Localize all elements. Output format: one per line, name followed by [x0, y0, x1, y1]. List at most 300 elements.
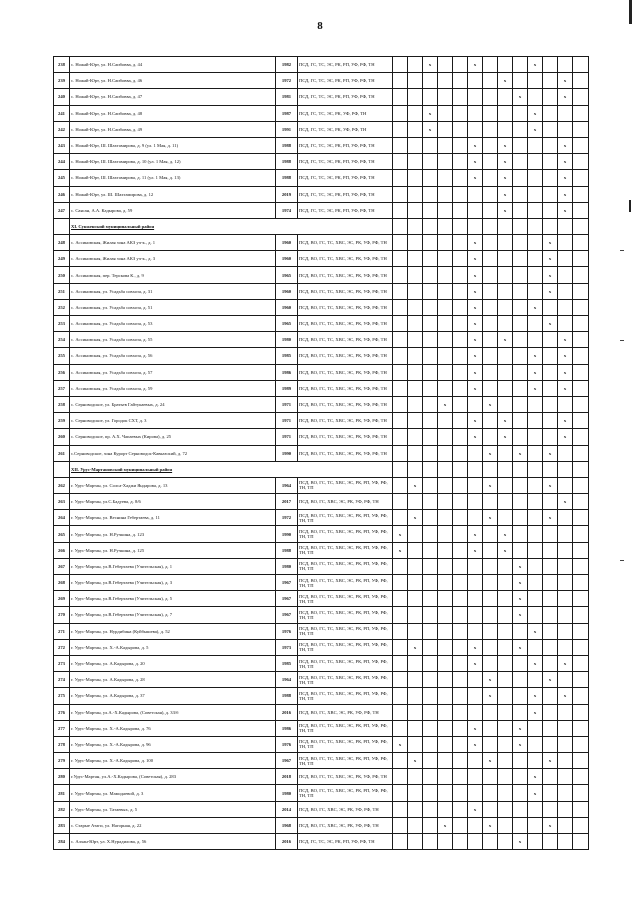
mark-cell [498, 461, 513, 477]
mark-cell [543, 170, 558, 186]
mark-x: x [543, 753, 558, 769]
mark-cell [528, 332, 543, 348]
mark-x: x [558, 380, 573, 396]
mark-x: x [543, 235, 558, 251]
mark-cell [453, 591, 468, 607]
address-cell: с. Серноводское, ул. Городок СХТ, д. 3 [70, 413, 276, 429]
mark-cell [483, 202, 498, 218]
mark-x: x [558, 348, 573, 364]
mark-cell [468, 218, 483, 234]
mark-cell [498, 57, 513, 73]
mark-cell [453, 380, 468, 396]
mark-cell [453, 575, 468, 591]
works-list-cell: ПСД, ВО, ГС, ТС, ХВС, ЭС, РК, РП, УФ, РФ, ТН, ТП [298, 639, 393, 655]
housing-register-table [53, 56, 589, 850]
mark-cell [483, 121, 498, 137]
mark-cell [468, 688, 483, 704]
mark-cell [438, 137, 453, 153]
mark-cell [573, 607, 589, 623]
mark-cell [423, 429, 438, 445]
address-cell: с. Ножай-Юрт, ул. Ш. Шахтамирова, д. 12 [70, 186, 276, 202]
mark-cell [438, 575, 453, 591]
mark-cell [408, 137, 423, 153]
works-list-cell: ПСД, ВО, ГС, ТС, ХВС, ЭС, РК, УФ, РФ, ТН [298, 364, 393, 380]
mark-x: x [513, 720, 528, 736]
mark-cell [528, 445, 543, 461]
mark-x: x [468, 526, 483, 542]
mark-cell [468, 121, 483, 137]
mark-cell [513, 299, 528, 315]
works-list-cell: ПСД, ВО, ГС, ТС, ХВС, ЭС, РК, УФ, РФ, ТН [298, 267, 393, 283]
mark-cell [408, 283, 423, 299]
mark-cell [483, 720, 498, 736]
mark-x: x [543, 316, 558, 332]
mark-cell [543, 461, 558, 477]
mark-x: x [498, 170, 513, 186]
mark-cell [423, 73, 438, 89]
mark-cell [408, 817, 423, 833]
mark-cell [543, 769, 558, 785]
table-row [54, 332, 589, 348]
mark-cell [468, 89, 483, 105]
row-number: 248 [54, 235, 70, 251]
works-list-cell: ПСД, ГС, ТС, ЭС, РК, РП, УФ, РФ, ТН [298, 170, 393, 186]
mark-cell [423, 785, 438, 801]
mark-x: x [558, 137, 573, 153]
mark-cell [558, 623, 573, 639]
mark-cell [543, 154, 558, 170]
mark-cell [543, 639, 558, 655]
mark-cell [573, 105, 589, 121]
mark-cell [513, 218, 528, 234]
mark-cell [438, 105, 453, 121]
mark-cell [528, 396, 543, 412]
mark-cell [513, 672, 528, 688]
year-cell: 1987 [276, 105, 298, 121]
mark-cell [423, 218, 438, 234]
row-number: 250 [54, 267, 70, 283]
table-row [54, 396, 589, 412]
mark-cell [393, 834, 408, 850]
mark-cell [528, 267, 543, 283]
mark-x: x [513, 607, 528, 623]
address-cell: с.Серноводское, зона Курорт Серноводск-Кавказский, д. 72 [70, 445, 276, 461]
mark-cell [423, 364, 438, 380]
year-cell: 2019 [276, 186, 298, 202]
mark-cell [528, 316, 543, 332]
table-row [54, 704, 589, 720]
works-list-cell: ПСД, ГС, ТС, ЭС, РК, РП, УФ, РФ, ТН [298, 154, 393, 170]
mark-x: x [528, 785, 543, 801]
year-cell: 1972 [276, 510, 298, 526]
mark-x: x [558, 413, 573, 429]
mark-cell [423, 202, 438, 218]
mark-cell [438, 834, 453, 850]
address-cell: г. Урус-Мартан, ул. Н.Ручкина, д. 123 [70, 526, 276, 542]
mark-x: x [543, 445, 558, 461]
table-row [54, 283, 589, 299]
mark-cell [513, 73, 528, 89]
mark-cell [528, 137, 543, 153]
year-cell: 1960 [276, 299, 298, 315]
mark-x: x [498, 186, 513, 202]
mark-cell [528, 235, 543, 251]
mark-x: x [498, 202, 513, 218]
mark-cell [468, 607, 483, 623]
mark-cell [573, 558, 589, 574]
year-cell: 1968 [276, 817, 298, 833]
address-cell: г. Урус-Мартан, ул. А.Кадырова, д. 28 [70, 672, 276, 688]
mark-cell [393, 801, 408, 817]
mark-cell [498, 801, 513, 817]
address-cell: г. Урус-Мартан, ул. Х.-А.Кадырова, д. 76 [70, 720, 276, 736]
mark-cell [573, 186, 589, 202]
mark-cell [453, 607, 468, 623]
row-number: 274 [54, 672, 70, 688]
mark-cell [483, 639, 498, 655]
mark-cell [438, 251, 453, 267]
mark-cell [408, 218, 423, 234]
mark-cell [528, 526, 543, 542]
address-cell: г. Урус-Мартан, ул. Х.-А.Кадырова, д. 5 [70, 639, 276, 655]
mark-cell [453, 817, 468, 833]
mark-cell [468, 753, 483, 769]
mark-cell [513, 105, 528, 121]
mark-x: x [528, 364, 543, 380]
mark-cell [483, 137, 498, 153]
address-cell: г. Урус-Мартан, ул. Солса-Хаджи Яндарова, д. 13 [70, 477, 276, 493]
mark-cell [573, 494, 589, 510]
mark-cell [453, 672, 468, 688]
mark-cell [483, 57, 498, 73]
mark-x: x [483, 477, 498, 493]
works-list-cell: ПСД, ГС, ТС, ЭС, РК, РП, УФ, РФ, ТН [298, 202, 393, 218]
mark-x: x [543, 267, 558, 283]
mark-cell [438, 655, 453, 671]
mark-x: x [468, 235, 483, 251]
row-number: 244 [54, 154, 70, 170]
mark-cell [453, 494, 468, 510]
row-number: 263 [54, 494, 70, 510]
row-number: 257 [54, 380, 70, 396]
mark-cell [393, 186, 408, 202]
works-list-cell: ПСД, ВО, ГС, ТС, ХВС, ЭС, РК, УФ, РФ, ТН [298, 251, 393, 267]
mark-cell [573, 445, 589, 461]
mark-cell [558, 235, 573, 251]
mark-x: x [498, 413, 513, 429]
year-cell: 2016 [276, 834, 298, 850]
mark-cell [513, 688, 528, 704]
mark-cell [453, 785, 468, 801]
mark-cell [498, 299, 513, 315]
mark-cell [543, 348, 558, 364]
mark-cell [573, 720, 589, 736]
mark-x: x [498, 429, 513, 445]
mark-cell [393, 477, 408, 493]
mark-cell [468, 591, 483, 607]
mark-cell [498, 316, 513, 332]
mark-cell [573, 704, 589, 720]
mark-cell [483, 801, 498, 817]
address-cell: с. Ассиновская, ул. Усадьба совхоза, д. 56 [70, 348, 276, 364]
mark-cell [453, 688, 468, 704]
works-list-cell: ПСД, ВО, ГС, ТС, ХВС, ЭС, РК, УФ, РФ, ТН [298, 380, 393, 396]
mark-cell [423, 154, 438, 170]
mark-cell [393, 348, 408, 364]
works-list-cell: ПСД, ВО, ГС, ТС, ХВС, ЭС, РК, РП, УФ, РФ, ТН, ТП [298, 785, 393, 801]
address-cell: г. Урус-Мартан, ул. Х.-А.Кадырова, д. 100 [70, 753, 276, 769]
mark-cell [393, 607, 408, 623]
year-cell: 1991 [276, 121, 298, 137]
mark-cell [483, 380, 498, 396]
row-number: 245 [54, 170, 70, 186]
mark-cell [393, 510, 408, 526]
mark-cell [453, 332, 468, 348]
mark-cell [573, 154, 589, 170]
works-list-cell: ПСД, ГС, ТС, ЭС, РК, РП, УФ, РФ, ТН [298, 186, 393, 202]
table-row [54, 57, 589, 73]
mark-x: x [393, 736, 408, 752]
mark-cell [513, 186, 528, 202]
mark-cell [408, 607, 423, 623]
year-cell: 2014 [276, 801, 298, 817]
mark-cell [483, 591, 498, 607]
row-number: 270 [54, 607, 70, 623]
mark-cell [573, 623, 589, 639]
mark-x: x [483, 396, 498, 412]
mark-x: x [513, 736, 528, 752]
mark-cell [558, 785, 573, 801]
mark-cell [423, 639, 438, 655]
mark-cell [558, 736, 573, 752]
mark-x: x [468, 801, 483, 817]
works-list-cell: ПСД, ВО, ГС, ТС, ХВС, ЭС, РК, УФ, РФ, ТН [298, 332, 393, 348]
year-cell: 2017 [276, 494, 298, 510]
mark-cell [438, 720, 453, 736]
mark-x: x [438, 396, 453, 412]
mark-cell [498, 283, 513, 299]
mark-cell [438, 73, 453, 89]
mark-cell [558, 218, 573, 234]
mark-cell [483, 73, 498, 89]
mark-cell [558, 607, 573, 623]
mark-x: x [438, 817, 453, 833]
address-cell: с. Ассиновская, ул. Усадьба совхоза, д. 53 [70, 316, 276, 332]
mark-cell [408, 364, 423, 380]
table-row [54, 494, 589, 510]
mark-cell [408, 461, 423, 477]
mark-x: x [558, 202, 573, 218]
row-number: 238 [54, 57, 70, 73]
year-cell: 1967 [276, 575, 298, 591]
mark-cell [498, 364, 513, 380]
mark-cell [393, 769, 408, 785]
address-cell: с. Ассиновская, Жилая зона АКЗ уч-к., д. 3 [70, 251, 276, 267]
row-number: 256 [54, 364, 70, 380]
mark-cell [558, 445, 573, 461]
mark-cell [408, 413, 423, 429]
mark-cell [483, 251, 498, 267]
address-cell: г. Урус-Мартан, ул. А.Кадырова, д. 37 [70, 688, 276, 704]
year-cell: 1980 [276, 785, 298, 801]
mark-cell [573, 769, 589, 785]
row-number: 268 [54, 575, 70, 591]
address-cell: с. Ножай-Юрт, ул. Н.Саибовва, д. 49 [70, 121, 276, 137]
mark-cell [408, 542, 423, 558]
mark-cell [543, 720, 558, 736]
mark-cell [423, 526, 438, 542]
mark-x: x [468, 137, 483, 153]
mark-cell [483, 186, 498, 202]
mark-cell [438, 202, 453, 218]
mark-cell [408, 121, 423, 137]
mark-cell [513, 380, 528, 396]
mark-x: x [498, 73, 513, 89]
mark-cell [543, 332, 558, 348]
mark-cell [528, 461, 543, 477]
mark-cell [528, 283, 543, 299]
works-list-cell: ПСД, ВО, ГС, ТС, ХВС, ЭС, РК, УФ, РФ, ТН [298, 299, 393, 315]
mark-cell [393, 89, 408, 105]
mark-cell [408, 429, 423, 445]
mark-cell [423, 477, 438, 493]
mark-cell [543, 364, 558, 380]
mark-cell [453, 218, 468, 234]
mark-x: x [528, 348, 543, 364]
mark-cell [498, 736, 513, 752]
year-cell: 1976 [276, 623, 298, 639]
mark-cell [498, 607, 513, 623]
address-cell: г. Урус-Мартан, ул. Х.-А.Кадырова, д. 96 [70, 736, 276, 752]
year-cell: 1960 [276, 235, 298, 251]
mark-cell [558, 283, 573, 299]
mark-cell [408, 785, 423, 801]
mark-cell [483, 736, 498, 752]
mark-cell [393, 672, 408, 688]
mark-cell [453, 639, 468, 655]
works-list-cell: ПСД, ВО, ГС, ХВС, ЭС, РК, УФ, РФ, ТН [298, 704, 393, 720]
mark-cell [573, 655, 589, 671]
address-cell: г. Урус-Мартан, ул. Нурдибина (Куйбышева), д. 52 [70, 623, 276, 639]
year-cell: 1986 [276, 720, 298, 736]
mark-cell [483, 413, 498, 429]
mark-cell [528, 154, 543, 170]
mark-x: x [528, 704, 543, 720]
mark-cell [483, 154, 498, 170]
mark-cell [558, 591, 573, 607]
table-row [54, 73, 589, 89]
mark-cell [528, 218, 543, 234]
mark-x: x [528, 623, 543, 639]
mark-cell [453, 186, 468, 202]
table-row [54, 380, 589, 396]
mark-x: x [558, 154, 573, 170]
row-number: 275 [54, 688, 70, 704]
mark-cell [393, 202, 408, 218]
mark-cell [408, 299, 423, 315]
mark-cell [513, 332, 528, 348]
mark-cell [393, 461, 408, 477]
mark-cell [528, 73, 543, 89]
mark-cell [423, 591, 438, 607]
mark-cell [513, 477, 528, 493]
mark-x: x [468, 429, 483, 445]
mark-cell [483, 235, 498, 251]
year-cell: 1967 [276, 591, 298, 607]
mark-cell [453, 542, 468, 558]
mark-cell [453, 73, 468, 89]
mark-cell [543, 121, 558, 137]
mark-x: x [558, 429, 573, 445]
year-cell: 1973 [276, 639, 298, 655]
mark-cell [528, 672, 543, 688]
mark-cell [423, 396, 438, 412]
mark-x: x [468, 364, 483, 380]
mark-cell [483, 332, 498, 348]
mark-x: x [468, 720, 483, 736]
mark-cell [393, 704, 408, 720]
mark-cell [543, 202, 558, 218]
section-number-cell [54, 218, 70, 234]
mark-cell [423, 332, 438, 348]
table-row [54, 623, 589, 639]
mark-cell [393, 364, 408, 380]
year-cell: 1988 [276, 137, 298, 153]
mark-cell [498, 445, 513, 461]
mark-cell [438, 154, 453, 170]
mark-cell [558, 769, 573, 785]
scan-edge-mark [629, 200, 631, 212]
works-list-cell: ПСД, ВО, ГС, ТС, ХВС, ЭС, РК, РП, УФ, РФ, ТН, ТП [298, 720, 393, 736]
mark-cell [393, 218, 408, 234]
works-list-cell: ПСД, ВО, ГС, ТС, ХВС, ЭС, РК, УФ, РФ, ТН [298, 283, 393, 299]
mark-cell [423, 655, 438, 671]
mark-cell [498, 121, 513, 137]
mark-cell [483, 364, 498, 380]
row-number: 265 [54, 526, 70, 542]
mark-cell [408, 202, 423, 218]
mark-cell [438, 348, 453, 364]
mark-cell [528, 429, 543, 445]
mark-cell [573, 736, 589, 752]
mark-cell [468, 817, 483, 833]
mark-x: x [483, 688, 498, 704]
mark-cell [408, 736, 423, 752]
mark-cell [513, 235, 528, 251]
year-cell: 2018 [276, 769, 298, 785]
mark-cell [453, 316, 468, 332]
mark-cell [438, 283, 453, 299]
mark-cell [558, 299, 573, 315]
mark-cell [543, 623, 558, 639]
mark-cell [453, 558, 468, 574]
mark-cell [408, 235, 423, 251]
row-number: 269 [54, 591, 70, 607]
table-row [54, 834, 589, 850]
mark-cell [408, 445, 423, 461]
mark-x: x [498, 154, 513, 170]
year-cell: 1960 [276, 251, 298, 267]
mark-cell [438, 445, 453, 461]
works-list-cell: ПСД, ВО, ГС, ТС, ХВС, ЭС, РК, РП, УФ, РФ, ТН, ТП [298, 607, 393, 623]
mark-cell [393, 785, 408, 801]
mark-cell [498, 753, 513, 769]
row-number: 271 [54, 623, 70, 639]
row-number: 267 [54, 558, 70, 574]
mark-cell [468, 73, 483, 89]
mark-cell [408, 316, 423, 332]
mark-cell [453, 137, 468, 153]
